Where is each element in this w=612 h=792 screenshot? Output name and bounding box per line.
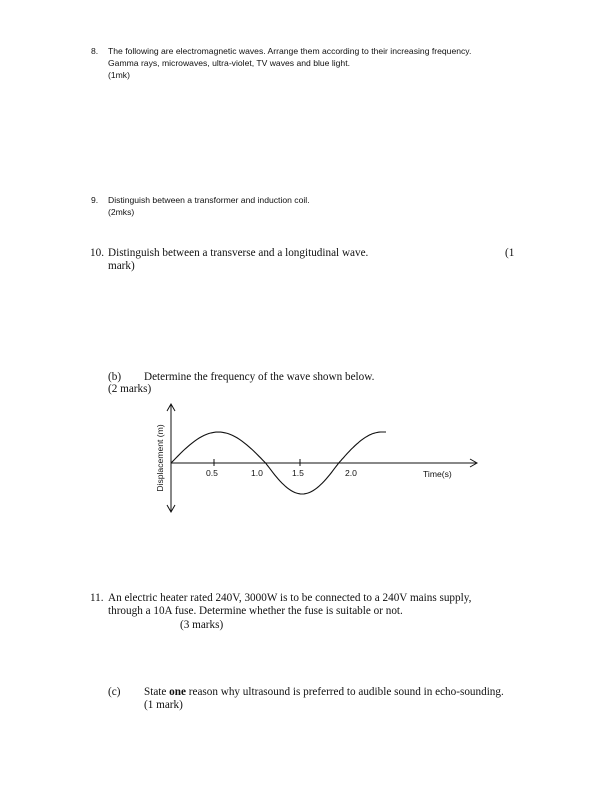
q11c-text-before: State <box>144 686 170 698</box>
q10b-marks: (2 marks) <box>108 383 152 395</box>
q8-number: 8. <box>91 46 99 56</box>
q11-number: 11. <box>90 592 104 604</box>
x-axis-label: Time(s) <box>423 469 452 479</box>
x-tick-label: 1.5 <box>292 468 304 478</box>
q11-marks: (3 marks) <box>180 619 224 631</box>
q10b-label: (b) <box>108 371 122 383</box>
q10-number: 10. <box>90 247 104 259</box>
q11c-text <box>144 686 504 699</box>
x-tick-label: 2.0 <box>345 468 357 478</box>
q10b-text: Determine the frequency of the wave shown below. <box>144 371 375 383</box>
q8-text-line1: The following are electromagnetic waves. Arrange them according to their increasing frequency. <box>108 46 472 56</box>
q11-text-line1: An electric heater rated 240V, 3000W is to be connected to a 240V mains supply, <box>108 592 472 604</box>
q10-marks-part1: (1 <box>505 247 515 259</box>
q8-text-line2: Gamma rays, microwaves, ultra-violet, TV waves and blue light. <box>108 58 350 68</box>
x-tick-label: 1.0 <box>251 468 263 478</box>
q10-marks-part2: mark) <box>108 260 135 272</box>
x-tick-label: 0.5 <box>206 468 218 478</box>
q11c-marks: (1 mark) <box>144 699 183 711</box>
q11-text-line2: through a 10A fuse. Determine whether the fuse is suitable or not. <box>108 605 403 617</box>
q8-marks: (1mk) <box>108 70 130 80</box>
q9-number: 9. <box>91 195 99 205</box>
q11c-text-bold: one <box>169 686 186 698</box>
q9-marks: (2mks) <box>108 207 135 217</box>
q10-text: Distinguish between a transverse and a longitudinal wave. <box>108 247 369 259</box>
q9-text: Distinguish between a transformer and induction coil. <box>108 195 310 205</box>
y-axis-label: Displacement (m) <box>155 424 165 492</box>
q11c-label: (c) <box>108 686 121 698</box>
q11c-text-after: reason why ultrasound is preferred to audible sound in echo-sounding. <box>185 686 504 698</box>
